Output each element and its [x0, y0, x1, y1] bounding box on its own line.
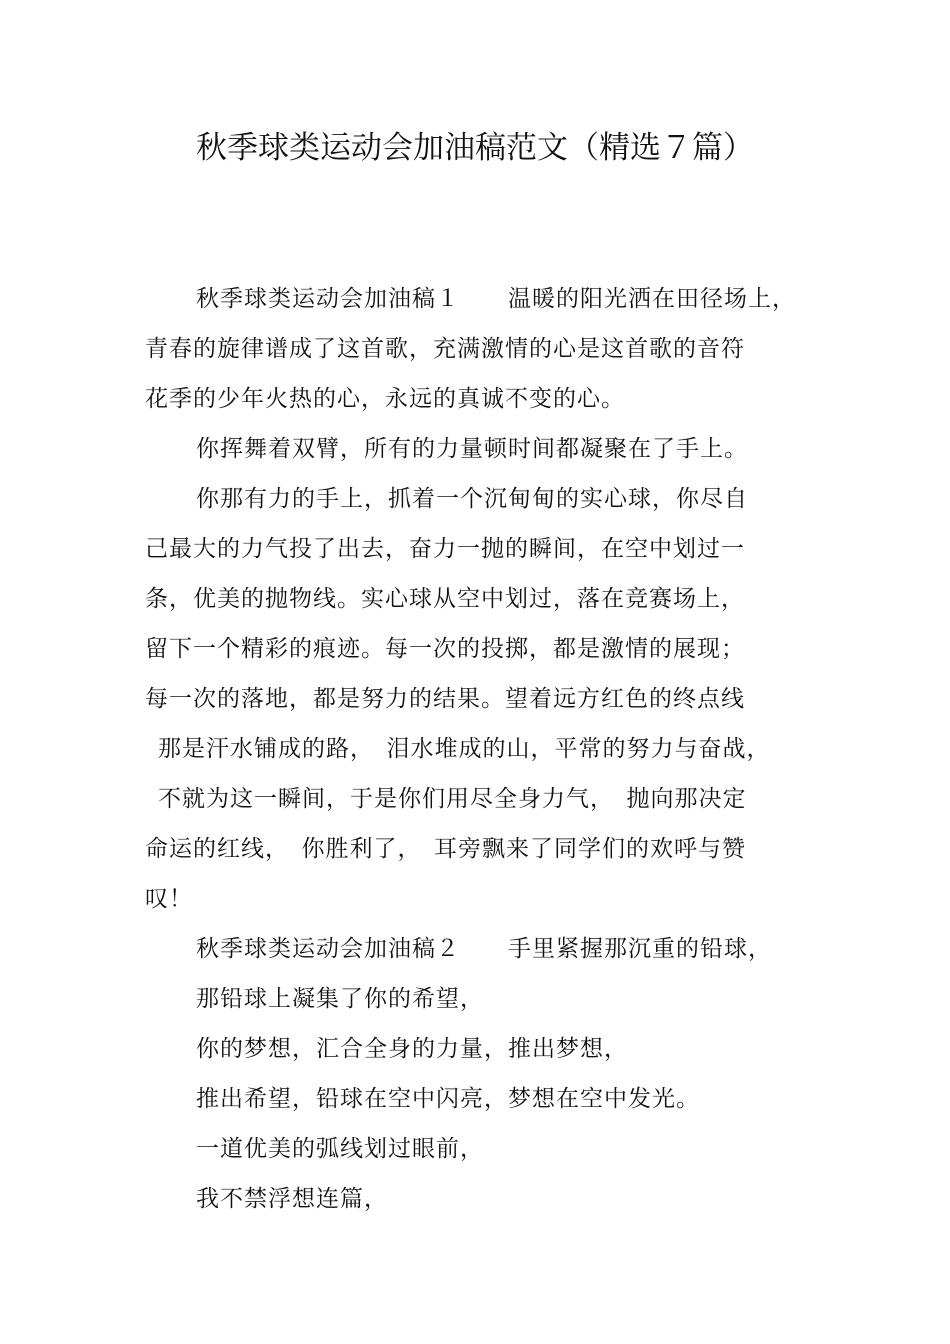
paragraph-line: 命运的红线， 你胜利了， 耳旁飘来了同学们的欢呼与赞: [145, 836, 746, 862]
paragraph-line: 不就为这一瞬间，于是你们用尽全身力气， 抛向那决定: [158, 786, 747, 812]
paragraph-line: 秋季球类运动会加油稿１ 温暖的阳光洒在田径场上，: [196, 286, 796, 312]
paragraph-line: 条，优美的抛物线。实心球从空中划过，落在竞赛场上，: [145, 586, 745, 612]
paragraph-line: 每一次的落地，都是努力的结果。望着远方红色的终点线: [145, 686, 745, 712]
paragraph-line: 秋季球类运动会加油稿２ 手里紧握那沉重的铅球，: [196, 936, 772, 962]
paragraph-line: 青春的旋律谱成了这首歌，充满激情的心是这首歌的音符: [145, 336, 745, 362]
paragraph-line: 留下一个精彩的痕迹。每一次的投掷，都是激情的展现；: [145, 636, 745, 662]
paragraph-line: 叹！: [145, 886, 193, 912]
paragraph-line: 花季的少年火热的心，永远的真诚不变的心。: [145, 386, 625, 412]
paragraph-line: 一道优美的弧线划过眼前，: [196, 1136, 484, 1162]
paragraph-line: 那是汗水铺成的路， 泪水堆成的山，平常的努力与奋战，: [158, 736, 771, 762]
paragraph-line: 你的梦想，汇合全身的力量，推出梦想，: [196, 1036, 628, 1062]
paragraph-line: 我不禁浮想连篇，: [196, 1186, 388, 1212]
paragraph-line: 你挥舞着双臂，所有的力量顿时间都凝聚在了手上。: [196, 436, 748, 462]
paragraph-line: 那铅球上凝集了你的希望，: [196, 986, 484, 1012]
paragraph-line: 你那有力的手上，抓着一个沉甸甸的实心球，你尽自: [196, 486, 748, 512]
paragraph-line: 己最大的力气投了出去，奋力一抛的瞬间，在空中划过一: [145, 536, 745, 562]
paragraph-line: 推出希望，铅球在空中闪亮，梦想在空中发光。: [196, 1086, 700, 1112]
document-title: 秋季球类运动会加油稿范文（精选７篇）: [196, 130, 754, 166]
